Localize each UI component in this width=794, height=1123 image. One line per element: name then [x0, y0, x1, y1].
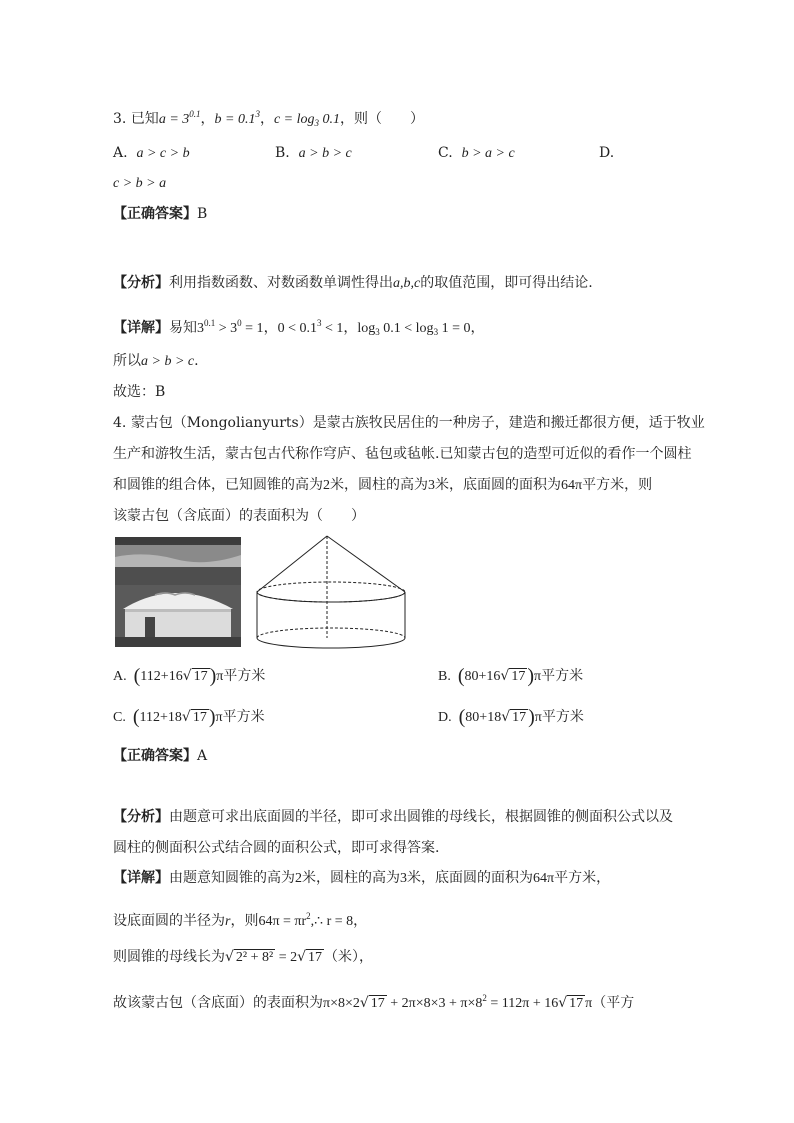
q3-conclusion: 所以a > b > c.: [113, 353, 199, 369]
q3-choose: 故选：B: [113, 384, 166, 400]
q3-analysis: 【分析】利用指数函数、对数函数单调性得出a,b,c的取值范围，即可得出结论.: [113, 275, 593, 291]
analysis-tag: 【分析】: [113, 275, 169, 291]
q3-option-d[interactable]: D.: [599, 145, 615, 161]
q4-option-a[interactable]: A. (112+16√ 17 )π平方米: [113, 665, 266, 687]
q4-detail-line4: 故该蒙古包（含底面）的表面积为π×8×2√ $17 + 2\pi\times 8\times 3 + \pi\times 8^2 = 112\pi + 16√$ 17 π（平方: [113, 993, 635, 1011]
q4-stem-line4: 该蒙古包（含底面）的表面积为（ ）: [113, 508, 365, 524]
q3-option-a[interactable]: A. a > c > b: [113, 145, 190, 161]
q4-stem-line3: 和圆锥的组合体，已知圆锥的高为2米，圆柱的高为3米，底面圆的面积为64π平方米，则: [113, 477, 653, 493]
answer-tag: 【正确答案】: [113, 748, 197, 764]
q3-sep1: ，: [200, 111, 215, 127]
answer-value: B: [197, 206, 208, 222]
q3-c-expr: $c = \log_3 0.1$: [273, 112, 341, 128]
q3-option-b[interactable]: B. a > b > c: [275, 145, 352, 161]
analysis-tag: 【分析】: [113, 809, 169, 825]
q3-stem: [113, 104, 424, 133]
q3-option-d-text: c > b > a: [113, 176, 167, 191]
detail-tag: 【详解】: [113, 320, 169, 336]
answer-value: A: [197, 748, 208, 764]
q4-option-b[interactable]: B. (80+16√ 17 )π平方米: [438, 665, 584, 687]
q4-stem-line2: 生产和游牧生活，蒙古包古代称作穹庐、毡包或毡帐.已知蒙古包的造型可近似的看作一个圆柱: [113, 446, 692, 462]
q4-analysis-line1: 【分析】由题意可求出底面圆的半径，即可求出圆锥的母线长，根据圆锥的侧面积公式以及: [113, 809, 673, 825]
q4-answer: [113, 746, 207, 766]
detail-tag: 【详解】: [113, 870, 169, 886]
q3-a-expr: $a = 3^{0.1}$: [158, 109, 201, 127]
yurt-photo: [115, 537, 241, 647]
q3-answer: [113, 204, 207, 224]
answer-tag: 【正确答案】: [113, 206, 197, 222]
q3-option-c[interactable]: C. b > a > c: [438, 145, 515, 161]
q3-number: 3.: [113, 111, 127, 127]
q4-stem-line1: 4. 蒙古包（Mongolianyurts）是蒙古族牧民居住的一种房子，建造和搬迁都很方便，适于牧业: [113, 415, 705, 431]
q3-b-expr: $b = 0.1^3$: [214, 109, 260, 127]
q4-detail-line2: 设底面圆的半径为r，则$64\pi = \pi r^2,\therefore$ r = 8，: [113, 911, 368, 929]
q4-detail-line1: 【详解】由题意知圆锥的高为2米，圆柱的高为3米，底面圆的面积为64π平方米，: [113, 870, 611, 886]
q4-option-c[interactable]: C. (112+18√ 17 )π平方米: [113, 706, 265, 728]
q4-analysis-line2: 圆柱的侧面积公式结合圆的面积公式，即可求得答案.: [113, 840, 440, 856]
q3-detail: 【详解】易知$3^{0.1} > 3^0 = 1$，$0 < 0.1^3 < 1$，$\log_3 0.1 < \log_3 1 = 0$，: [113, 318, 485, 337]
q3-sep2: ，: [259, 111, 274, 127]
q4-option-d[interactable]: D. (80+18√ 17 )π平方米: [438, 706, 584, 728]
q4-number: 4.: [113, 415, 127, 431]
q4-detail-line3: 则圆锥的母线长为√ 2² + 8² = 2√ 17 （米），: [113, 949, 374, 965]
q3-stem-suffix: ，则（ ）: [340, 111, 425, 127]
cone-cylinder-diagram: [255, 534, 415, 650]
q3-stem-prefix: 已知: [130, 111, 159, 127]
